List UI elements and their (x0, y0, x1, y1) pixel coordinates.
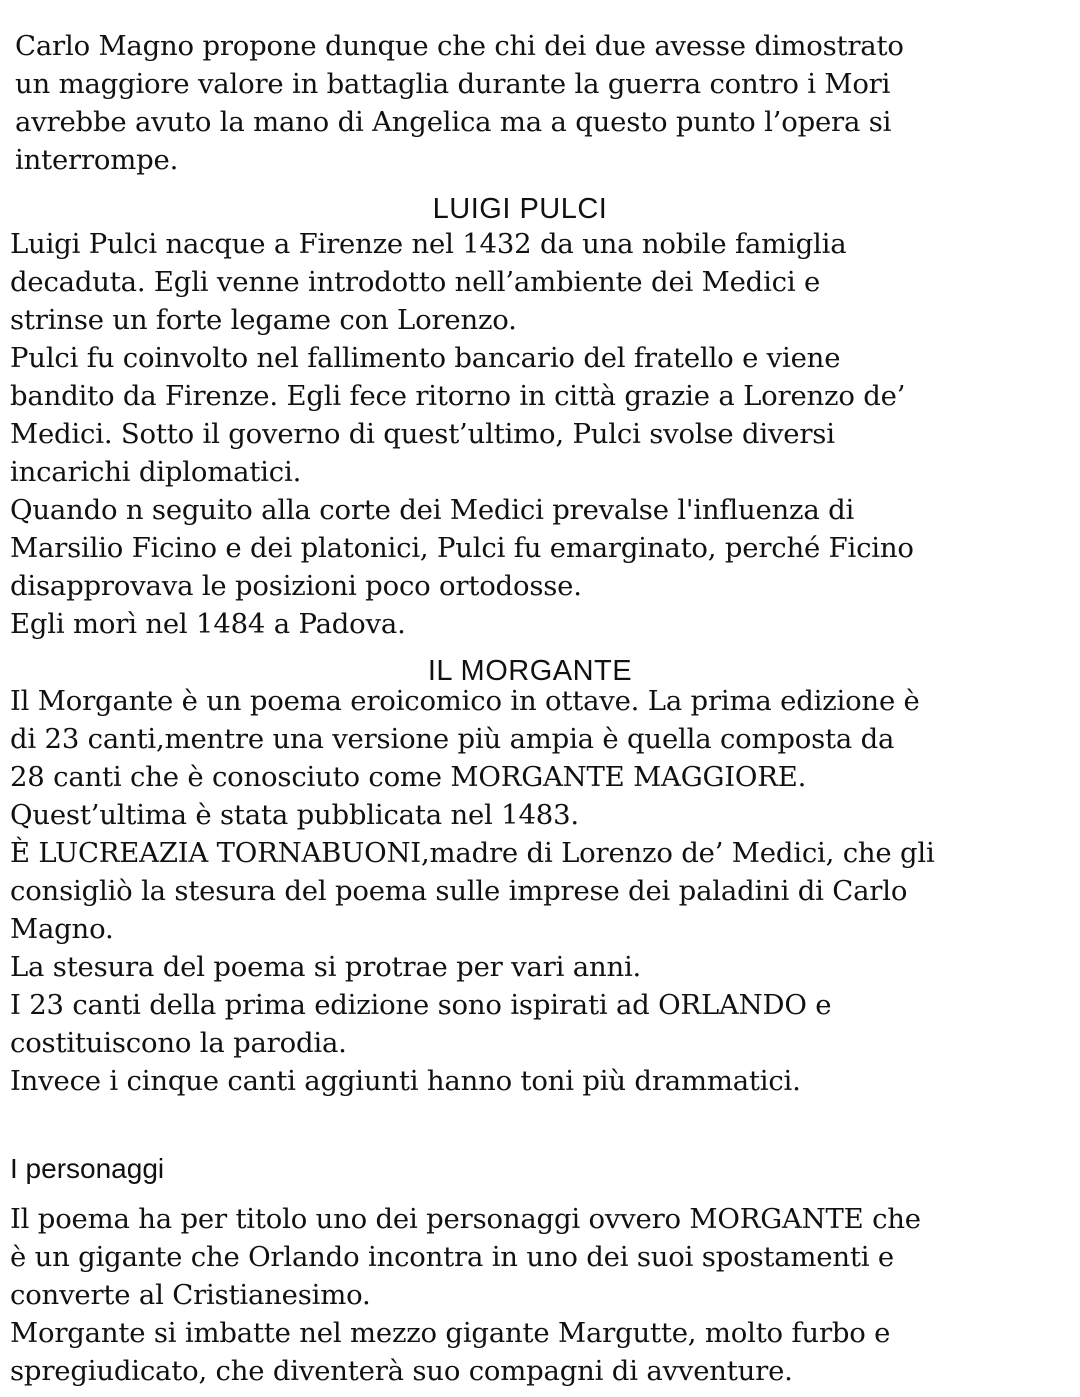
text-line: un maggiore valore in battaglia durante la guerra contro i Mori (15, 68, 891, 100)
text-line: 28 canti che è conosciuto come MORGANTE MAGGIORE. (10, 761, 807, 793)
il-morgante-paragraph (0, 682, 965, 1100)
text-line: Quest’ultima è stata pubblicata nel 1483. (10, 799, 579, 831)
text-line: Carlo Magno propone dunque che chi dei due avesse dimostrato (15, 30, 904, 62)
text-line: è un gigante che Orlando incontra in uno dei suoi spostamenti e (10, 1241, 894, 1273)
text-line: Il Morgante è un poema eroicomico in ottave. La prima edizione è (10, 685, 920, 717)
text-line: interrompe. (15, 144, 179, 176)
section-heading-il-morgante: IL MORGANTE (427, 655, 633, 687)
luigi-pulci-paragraph (0, 225, 944, 643)
text-line: Magno. (10, 913, 114, 945)
text-line: Morgante si imbatte nel mezzo gigante Margutte, molto furbo e (10, 1317, 891, 1349)
text-line: bandito da Firenze. Egli fece ritorno in città grazie a Lorenzo de’ (10, 380, 906, 412)
text-line: Egli morì nel 1484 a Padova. (10, 608, 406, 640)
text-line: È LUCREAZIA TORNABUONI,madre di Lorenzo de’ Medici, che gli (10, 837, 935, 869)
text-line: Marsilio Ficino e dei platonici, Pulci fu emarginato, perché Ficino (10, 532, 914, 564)
text-line: Medici. Sotto il governo di quest’ultimo, Pulci svolse diversi (10, 418, 835, 450)
text-line: I 23 canti della prima edizione sono ispirati ad ORLANDO e (10, 989, 832, 1021)
text-line: incarichi diplomatici. (10, 456, 302, 488)
text-line: consigliò la stesura del poema sulle imprese dei paladini di Carlo (10, 875, 908, 907)
intro-paragraph (5, 27, 934, 179)
text-line: Il poema ha per titolo uno dei personaggi ovvero MORGANTE che (10, 1203, 921, 1235)
text-line: di 23 canti,mentre una versione più ampia è quella composta da (10, 723, 895, 755)
text-line: converte al Cristianesimo. (10, 1279, 371, 1311)
text-line: avrebbe avuto la mano di Angelica ma a questo punto l’opera si (15, 106, 892, 138)
text-line: decaduta. Egli venne introdotto nell’ambiente dei Medici e (10, 266, 821, 298)
section-heading-luigi-pulci: LUIGI PULCI (432, 193, 608, 225)
text-line: Luigi Pulci nacque a Firenze nel 1432 da una nobile famiglia (10, 228, 847, 260)
text-line: Invece i cinque canti aggiunti hanno toni più drammatici. (10, 1065, 801, 1097)
text-line: La stesura del poema si protrae per vari anni. (10, 951, 642, 983)
section-heading-personaggi: I personaggi (10, 1153, 165, 1184)
text-line: disapprovava le posizioni poco ortodosse. (10, 570, 582, 602)
personaggi-paragraph (0, 1200, 951, 1390)
text-line: strinse un forte legame con Lorenzo. (10, 304, 517, 336)
text-line: costituiscono la parodia. (10, 1027, 347, 1059)
text-line: Pulci fu coinvolto nel fallimento bancario del fratello e viene (10, 342, 841, 374)
text-line: spregiudicato, che diventerà suo compagni di avventure. (10, 1355, 793, 1387)
text-line: Quando n seguito alla corte dei Medici prevalse l'influenza di (10, 494, 855, 526)
